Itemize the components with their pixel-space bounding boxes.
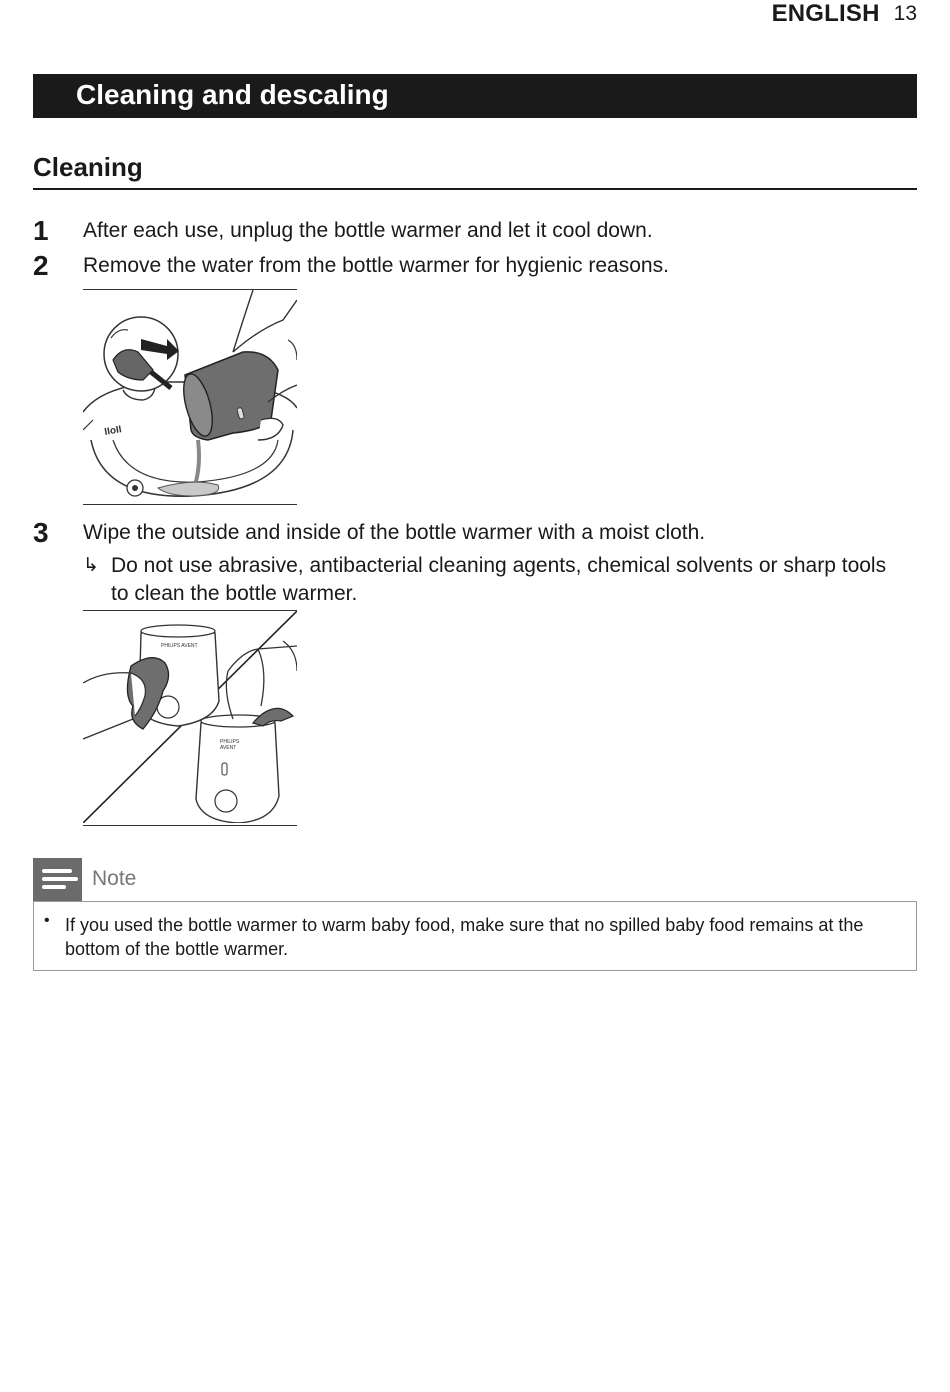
note-bullet: • (44, 912, 50, 929)
warmer-brand-label: PHILIPS AVENT (161, 643, 198, 649)
step-text: Wipe the outside and inside of the bottle warmer with a moist cloth. (83, 521, 706, 544)
step-number: 2 (33, 250, 49, 281)
note-label: Note (92, 867, 137, 890)
svg-text:AVENT: AVENT (220, 745, 237, 751)
section-title-bar (33, 74, 917, 118)
section-title: Cleaning and descaling (76, 79, 389, 110)
note-icon (33, 858, 82, 902)
result-arrow-icon: ↳ (83, 555, 99, 576)
note-text: If you used the bottle warmer to warm baby food, make sure that no spilled baby food remains at the bottom of the bottle warmer. (65, 915, 864, 959)
step-result (83, 552, 903, 608)
svg-text:IIoII: IIoII (103, 424, 123, 438)
page-number: 13 (893, 2, 917, 25)
wipe-warmer-drawing (83, 611, 297, 823)
subsection-divider (33, 188, 917, 190)
note-box (33, 901, 917, 971)
page-header (772, 0, 917, 28)
pour-water-illustration (83, 289, 297, 505)
subsection-title: Cleaning (33, 152, 143, 182)
note-lines-icon (33, 858, 82, 902)
language-label: ENGLISH (771, 0, 880, 27)
pour-water-drawing (83, 290, 297, 502)
result-text: Do not use abrasive, antibacterial cleaning agents, chemical solvents or sharp tools to clean the bottle warmer. (111, 554, 887, 605)
step-number: 3 (33, 517, 49, 548)
step-text: Remove the water from the bottle warmer for hygienic reasons. (83, 254, 669, 277)
wipe-warmer-illustration (83, 610, 297, 826)
step-number: 1 (33, 215, 49, 246)
step-text: After each use, unplug the bottle warmer and let it cool down. (83, 219, 653, 242)
svg-text:PHILIPS: PHILIPS (220, 739, 240, 745)
